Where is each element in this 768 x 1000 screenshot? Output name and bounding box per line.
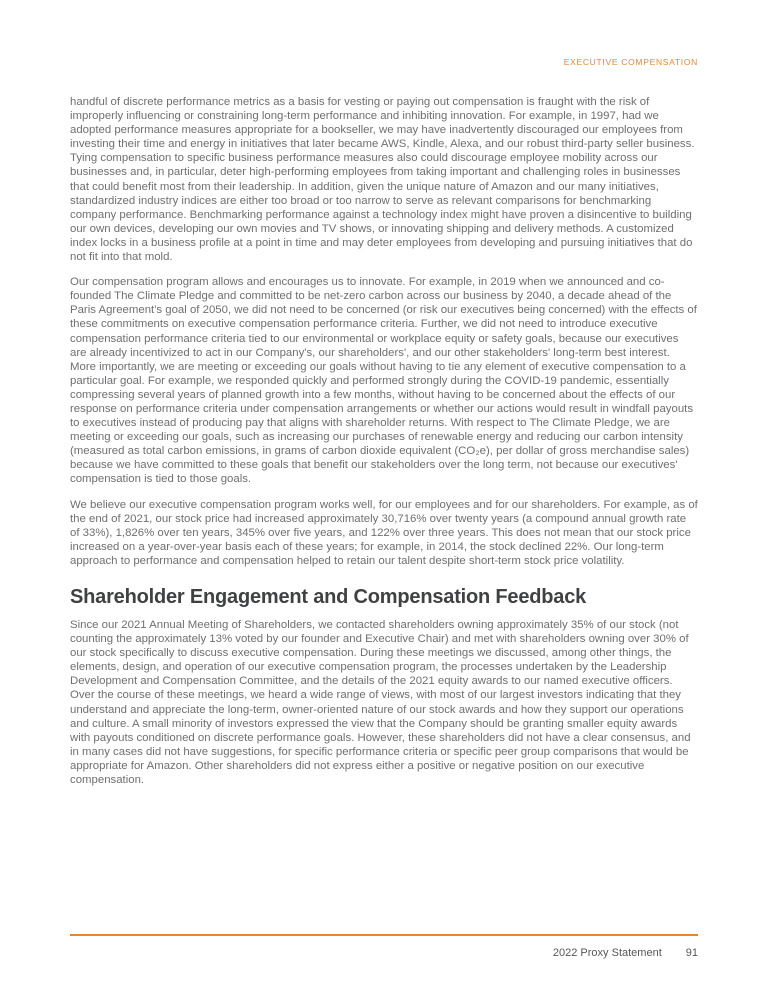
page-header: [70, 0, 698, 70]
page-content: [70, 95, 698, 787]
footer-page-number: 91: [685, 947, 698, 959]
footer-divider: [70, 934, 698, 936]
paragraph-performance-metrics: handful of discrete performance metrics as a basis for vesting or paying out compensation is fraught with the risk of improperly influencing or constraining long-term performance and inhibiting innovation. For example, in 1997, had we adopted performance measures appropriate for a bookseller, we may have inadvertently discouraged our employees from investing their time and energy in initiatives that later became AWS, Kindle, Alexa, and our robust third-party seller business. Tying compensation to specific business performance measures also could discourage employee mobility across our businesses and, in particular, deter high-performing employees from taking important and challenging roles in businesses that could benefit most from their leadership. In addition, given the unique nature of Amazon and our many initiatives, standardized industry indices are either too broad or too narrow to serve as relevant comparisons for benchmarking company performance. Benchmarking performance against a technology index might have proven a disincentive to building our own devices, developing our own movies and TV shows, or innovating shipping and delivery methods. A customized index locks in a business profile at a point in time and may deter employees from developing and pursuing initiatives that do not fit into that mold.: [70, 96, 695, 264]
section-header-label: EXECUTIVE COMPENSATION: [563, 57, 698, 67]
paragraph-compensation-program: Our compensation program allows and encourages us to innovate. For example, in 2019 when we announced and co-founded The Climate Pledge and committed to be net-zero carbon across our business by 2040, a decade ahead of the Paris Agreement's goal of 2050, we did not need to be concerned (or risk our executives being concerned) with the effects of these commitments on executive compensation performance criteria. Further, we did not need to introduce executive compensation performance criteria tied to our environmental or workplace equity or safety goals, because our executives are already incentivized to act in our Company's, our shareholders', and our other stakeholders' long-term best interest. More importantly, we are meeting or exceeding our goals without having to tie any element of executive compensation to a particular goal. For example, we responded quickly and performed strongly during the COVID-19 pandemic, essentially compressing several years of planned growth into a few months, without having to be concerned about the effects of our response on performance criteria under compensation arrangements or whether our actions would result in windfall payouts to executives instead of producing pay that aligns with shareholder returns. With respect to The Climate Pledge, we are meeting or exceeding our goals, such as increasing our purchases of renewable energy and reducing our carbon intensity (measured as total carbon emissions, in grams of carbon dioxide equivalent (CO₂e), per dollar of gross merchandise sales) because we have committed to these goals that benefit our stakeholders over the long term, not because our executives' compensation is tied to those goals.: [70, 276, 697, 486]
section-heading-shareholder-engagement: Shareholder Engagement and Compensation Feedback: [70, 586, 587, 608]
paragraph-shareholder-engagement: Since our 2021 Annual Meeting of Shareholders, we contacted shareholders owning approximately 35% of our stock (not counting the approximately 13% voted by our founder and Executive Chair) and met with shareholders owning over 30% of our stock specifically to discuss executive compensation. During these meetings we discussed, among other things, the elements, design, and operation of our executive compensation program, the processes undertaken by the Leadership Development and Compensation Committee, and the details of the 2021 equity awards to our named executive officers. Over the course of these meetings, we heard a wide range of views, with most of our largest investors indicating that they understand and appreciate the long-term, owner-oriented nature of our stock awards and how they support our operations and culture. A small minority of investors expressed the view that the Company should be granting smaller equity awards with payouts conditioned on discrete performance goals. However, these shareholders did not have a clear consensus, and in many cases did not have suggestions, for specific performance criteria or specific peer group comparisons that would be appropriate for Amazon. Other shareholders did not express either a positive or negative position on our executive compensation.: [70, 619, 691, 787]
paragraph-stock-performance: We believe our executive compensation program works well, for our employees and for our shareholders. For example, as of the end of 2021, our stock price had increased approximately 30,716% over twenty years (a compound annual growth rate of 33%), 1,826% over ten years, 345% over five years, and 122% over three years. This does not mean that our stock price increased on a year-over-year basis each of these years; for example, in 2014, the stock declined 22%. Our long-term approach to performance and compensation helped to retain our talent despite short-term stock price volatility.: [70, 498, 698, 567]
footer-text-row: [70, 947, 698, 959]
page-footer: [70, 934, 698, 959]
footer-document-label: 2022 Proxy Statement: [552, 947, 662, 959]
